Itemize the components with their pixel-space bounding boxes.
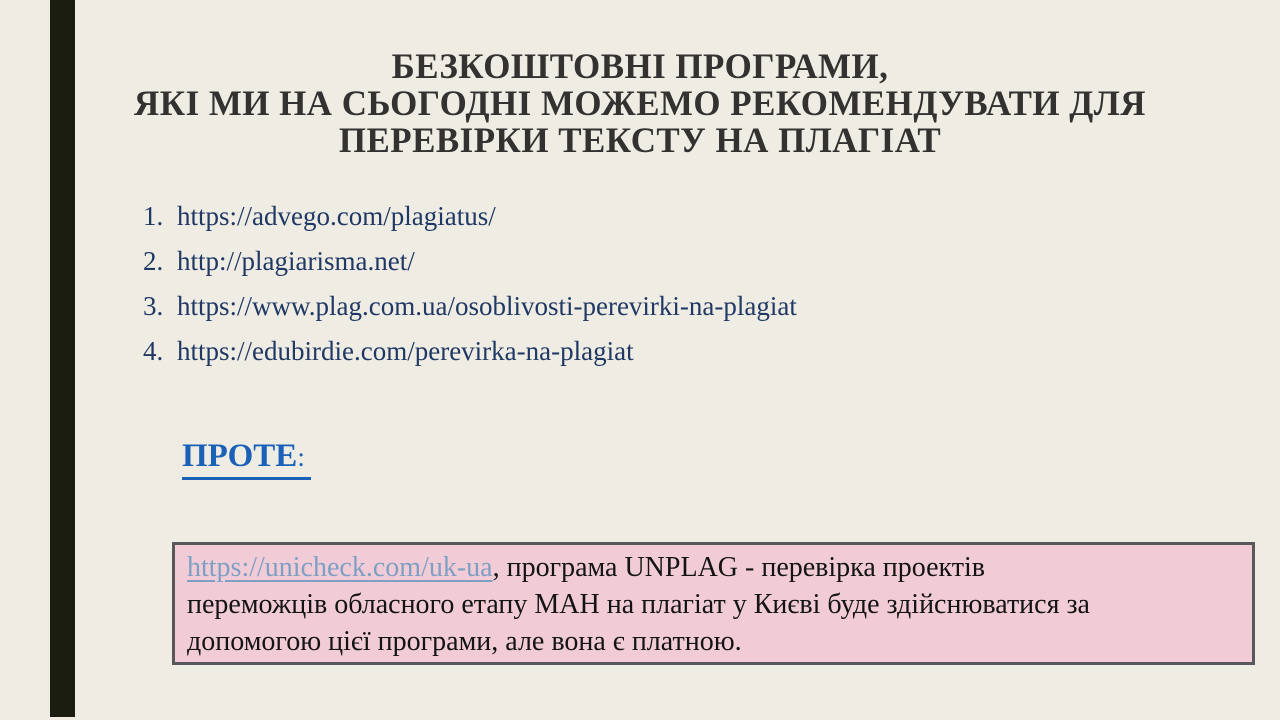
list-number: 2. <box>143 246 164 276</box>
slide-title-line-1: БЕЗКОШТОВНІ ПРОГРАМИ, <box>391 46 889 86</box>
slide-title-line-3: ПЕРЕВІРКИ ТЕКСТУ НА ПЛАГІАТ <box>338 120 942 160</box>
unicheck-note-box <box>172 542 1255 665</box>
note-line-2: переможців обласного етапу МАН на плагіат у Києві буде здійснюватися за <box>187 589 1090 620</box>
url-link-edubirdie[interactable]: https://edubirdie.com/perevirka-na-plagiat <box>177 336 634 366</box>
url-link-advego[interactable]: https://advego.com/plagiatus/ <box>177 201 496 231</box>
url-link-unicheck[interactable]: https://unicheck.com/uk-ua <box>187 552 493 583</box>
note-line-1-text: , програма UNPLAG - перевірка проектів <box>492 552 985 583</box>
note-line-1 <box>187 549 1240 586</box>
however-heading <box>182 438 311 480</box>
plagiarism-checker-list <box>143 201 797 381</box>
however-colon: : <box>297 442 305 472</box>
list-item <box>143 246 797 274</box>
slide-title-line-2: ЯКІ МИ НА СЬОГОДНІ МОЖЕМО РЕКОМЕНДУВАТИ ДЛЯ <box>134 83 1146 123</box>
note-line-3: допомогою цієї програми, але вона є платною. <box>187 626 742 657</box>
list-number: 4. <box>143 336 164 366</box>
list-item <box>143 336 797 364</box>
list-item <box>143 291 797 319</box>
list-item <box>143 201 797 229</box>
url-link-plag-com-ua[interactable]: https://www.plag.com.ua/osoblivosti-perevirki-na-plagiat <box>177 291 797 321</box>
list-number: 1. <box>143 201 164 231</box>
list-number: 3. <box>143 291 164 321</box>
url-link-plagiarisma[interactable]: http://plagiarisma.net/ <box>177 246 415 276</box>
however-label: ПРОТЕ <box>182 438 298 474</box>
slide-title <box>0 48 1280 159</box>
